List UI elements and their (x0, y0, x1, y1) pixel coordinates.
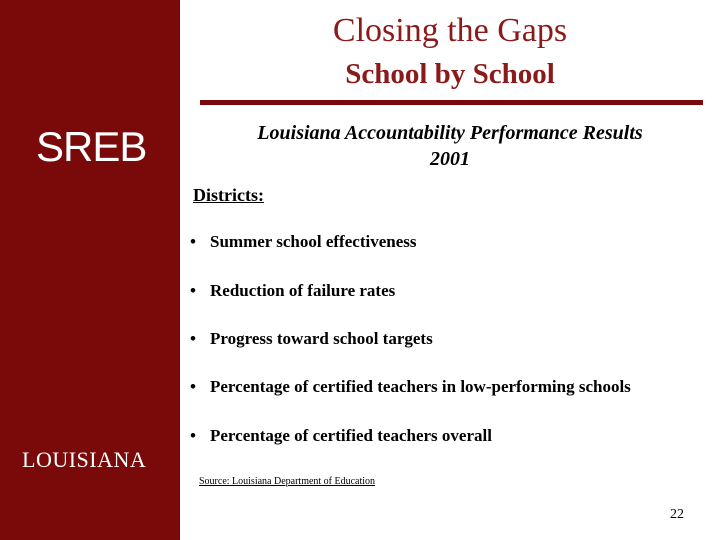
page-number: 22 (670, 507, 684, 522)
bullet-text: Percentage of certified teachers overall (210, 426, 492, 445)
heading-line-1: Louisiana Accountability Performance Results (257, 122, 643, 144)
section-label: Districts: (193, 185, 264, 205)
bullet-text: Percentage of certified teachers in low-performing schools (210, 377, 631, 396)
sreb-logo: SREB (36, 123, 147, 170)
source-note: Source: Louisiana Department of Education (199, 476, 376, 487)
slide-title: Closing the Gaps (332, 12, 568, 49)
content-heading (180, 120, 720, 172)
list-item (190, 232, 416, 252)
bullet-icon: • (190, 281, 196, 300)
bullet-icon: • (190, 329, 196, 348)
bullet-icon: • (190, 426, 196, 445)
bullet-text: Reduction of failure rates (210, 281, 396, 300)
bullet-icon: • (190, 232, 196, 251)
bullet-text: Summer school effectiveness (210, 232, 417, 251)
title-divider (200, 100, 703, 105)
sidebar (0, 0, 180, 540)
bullet-text: Progress toward school targets (210, 329, 433, 348)
bullet-icon: • (190, 377, 196, 396)
heading-line-2: 2001 (430, 148, 470, 170)
list-item (190, 281, 395, 301)
list-item (190, 329, 433, 349)
state-label: LOUISIANA (22, 447, 147, 472)
slide-subtitle: School by School (345, 58, 555, 90)
list-item (190, 377, 631, 397)
list-item (190, 426, 492, 446)
